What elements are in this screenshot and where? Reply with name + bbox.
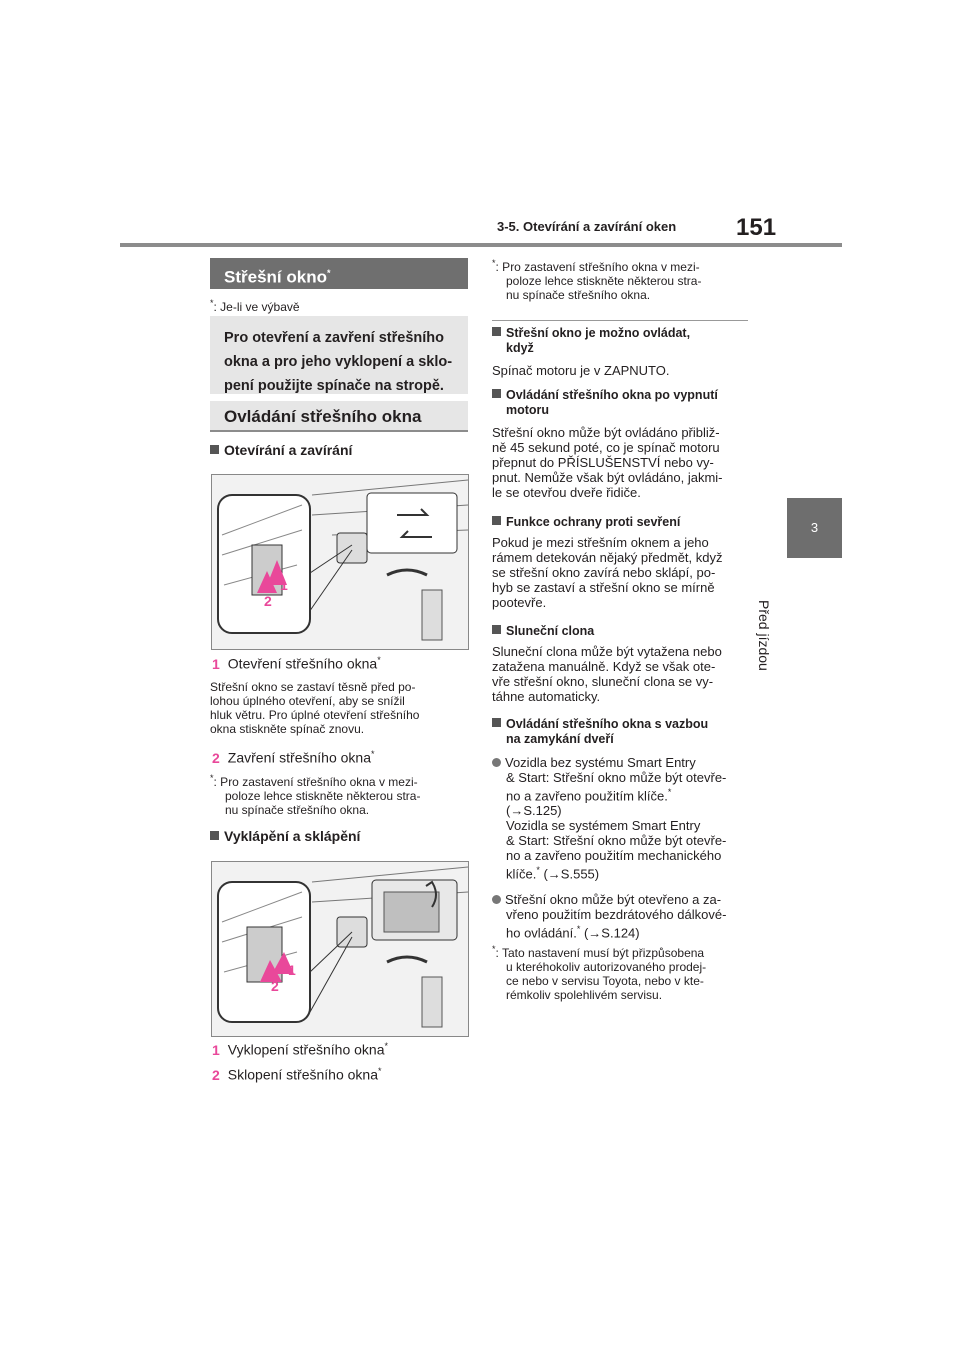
right-note-line: nu spínače střešního okna. [506, 288, 651, 302]
body-line: le se otevřou dveře řidiče. [492, 485, 641, 500]
sunshade-body [492, 644, 722, 704]
stop-note [210, 771, 468, 817]
asterisk: * [377, 655, 381, 665]
body-line: Sluneční clona může být vytažena nebo [492, 644, 722, 659]
body-line: se střešní okno zavírá nebo sklápí, po- [492, 565, 716, 580]
body-line: no a zavřeno použitím klíče. [506, 788, 668, 804]
sunshade-heading [492, 624, 594, 639]
round-bullet-icon [492, 895, 501, 904]
asterisk: * [492, 944, 496, 954]
body-line: vře střešní okno, sluneční clona se vy- [492, 674, 714, 689]
open-desc-line: hluk větru. Pro úplné otevření střešního [210, 708, 420, 722]
body-line: Střešní okno může být ovládáno přibliž- [492, 425, 720, 440]
asterisk: * [536, 865, 540, 876]
body-line: přepnut do PŘÍSLUŠENSTVÍ nebo vy- [492, 455, 714, 470]
square-bullet-icon [492, 516, 501, 525]
right-note-line: poloze lehce stiskněte některou stra- [506, 274, 702, 288]
item-text: Vyklopení střešního okna [227, 1041, 385, 1058]
figure-label-1: 1 [280, 577, 288, 593]
after-off-body [492, 425, 723, 500]
body-line: rámem detekován nějaký předmět, když [492, 550, 723, 565]
body-line: Vozidla bez systému Smart Entry [505, 755, 696, 770]
asterisk: * [667, 787, 672, 797]
asterisk: * [370, 749, 375, 759]
intro-line: okna a pro jeho vyklopení a sklo- [224, 354, 453, 370]
body-line: Vozidla se systémem Smart Entry [506, 818, 701, 834]
heading-line: motoru [506, 403, 550, 417]
intro-line: pení použijte spínače na stropě. [224, 378, 444, 394]
body-line: Pokud je mezi střešním oknem a jeho [492, 535, 709, 550]
heading-line: na zamykání dveří [506, 732, 614, 746]
heading-line: když [506, 341, 534, 355]
body-line: klíče. [506, 866, 537, 882]
asterisk: * [492, 258, 496, 268]
square-bullet-icon [492, 625, 501, 634]
asterisk: * [210, 773, 214, 783]
square-bullet-icon [210, 445, 219, 454]
footnote-line: u kteréhokoliv autorizovaného prodej- [506, 960, 707, 974]
open-close-heading-text: Otevírání a zavírání [224, 442, 353, 458]
chapter-tab[interactable]: 3 [787, 498, 842, 558]
open-close-figure [211, 474, 469, 650]
operable-body: Spínač motoru je v ZAPNUTO. [492, 363, 670, 378]
heading-line: Ovládání střešního okna po vypnutí [506, 388, 718, 402]
bullet-smart-entry [492, 755, 752, 882]
footnote-line: ce nebo v servisu Toyota, nebo v kte- [506, 974, 704, 988]
item-text: Zavření střešního okna [227, 749, 371, 766]
square-bullet-icon [492, 327, 501, 336]
asterisk: * [378, 1066, 382, 1076]
page-reference-link[interactable]: (→S.125) [506, 803, 562, 819]
divider [492, 320, 748, 321]
heading-line: Funkce ochrany proti sevření [506, 515, 681, 529]
tilt-heading [210, 828, 360, 844]
close-item [212, 749, 375, 766]
tilt-figure [211, 861, 469, 1037]
open-desc-line: okna stiskněte spínač znovu. [210, 722, 365, 736]
body-line: no a zavřeno použitím mechanického [506, 848, 722, 864]
page-reference-link[interactable]: (→S.555) [539, 866, 600, 882]
item-number: 1 [212, 1041, 220, 1058]
open-desc [210, 680, 468, 736]
section-heading [210, 258, 468, 289]
after-off-heading [492, 388, 718, 418]
jam-protection-body [492, 535, 723, 610]
round-bullet-icon [492, 758, 501, 767]
item-number: 1 [212, 655, 220, 672]
asterisk: * [326, 268, 331, 278]
figure-label-2: 2 [264, 593, 272, 609]
body-line: & Start: Střešní okno může být otevře- [506, 833, 727, 849]
body-line: vřeno použitím bezdrátového dálkové- [506, 907, 727, 922]
footnote-line: : Tato nastavení musí být přizpůsobena [495, 946, 705, 960]
heading-line: Střešní okno je možno ovládat, [506, 326, 691, 340]
item-number: 2 [212, 749, 220, 766]
open-close-heading [210, 442, 352, 458]
figure-label-2: 2 [271, 978, 279, 994]
operable-heading [492, 326, 690, 356]
stop-note-line: nu spínače střešního okna. [225, 803, 370, 817]
body-line: táhne automaticky. [492, 689, 601, 704]
open-desc-line: Střešní okno se zastaví těsně před po- [210, 680, 416, 694]
chapter-title: Před jízdou [756, 600, 772, 671]
figure-label-1: 1 [288, 962, 296, 978]
body-line: pootevře. [492, 595, 547, 610]
section-heading-text: Střešní okno [224, 267, 327, 287]
open-item [212, 655, 381, 672]
intro-box [210, 316, 468, 394]
heading-line: Sluneční clona [506, 624, 595, 638]
open-desc-line: lohou úplného otevření, aby se snížil [210, 694, 405, 708]
tilt-heading-text: Vyklápění a sklápění [224, 828, 361, 844]
right-note-line: : Pro zastavení střešního okna v mezi- [495, 260, 700, 274]
body-line: Střešní okno může být otevřeno a za- [505, 892, 722, 907]
door-lock-heading [492, 717, 708, 747]
stop-note-line: poloze lehce stiskněte některou stra- [225, 789, 421, 803]
square-bullet-icon [210, 831, 219, 840]
jam-protection-heading [492, 515, 680, 530]
body-line: ně 45 sekund poté, co je spínač motoru [492, 440, 720, 455]
page-number: 151 [736, 214, 777, 241]
intro-line: Pro otevření a zavření střešního [224, 330, 444, 346]
footnote-line: rémkoliv spolehlivém servisu. [506, 988, 663, 1002]
operation-heading: Ovládání střešního okna [210, 401, 468, 432]
square-bullet-icon [492, 718, 501, 727]
square-bullet-icon [492, 389, 501, 398]
body-line: & Start: Střešní okno může být otevře- [506, 770, 727, 785]
asterisk: * [576, 924, 581, 934]
asterisk: * [384, 1041, 388, 1051]
stop-note-line: : Pro zastavení střešního okna v mezi- [213, 775, 418, 789]
bullet-remote [492, 892, 752, 940]
item-number: 2 [212, 1066, 220, 1083]
open-close-illustration [212, 475, 468, 649]
tilt-up-item [212, 1041, 388, 1058]
item-text: Otevření střešního okna [227, 655, 378, 672]
body-line: hyb se zastaví a střešní okno se mírně [492, 580, 715, 595]
heading-line: Ovládání střešního okna s vazbou [506, 717, 709, 731]
right-stop-note [492, 256, 750, 302]
header-rule [120, 243, 842, 247]
tilt-illustration [212, 862, 468, 1036]
asterisk: * [210, 298, 214, 308]
availability-note [210, 296, 300, 314]
body-line: zatažena manuálně. Když se však ote- [492, 659, 716, 674]
settings-footnote [492, 942, 754, 1002]
tilt-down-item [212, 1066, 382, 1083]
section-title: 3-5. Otevírání a zavírání oken [497, 219, 677, 234]
availability-text: : Je-li ve výbavě [213, 300, 300, 314]
body-line: ho ovládání. [506, 925, 577, 941]
page-reference-link[interactable]: (→S.124) [580, 925, 640, 941]
body-line: pnut. Nemůže však být ovládáno, jakmi- [492, 470, 723, 485]
item-text: Sklopení střešního okna [227, 1066, 379, 1083]
